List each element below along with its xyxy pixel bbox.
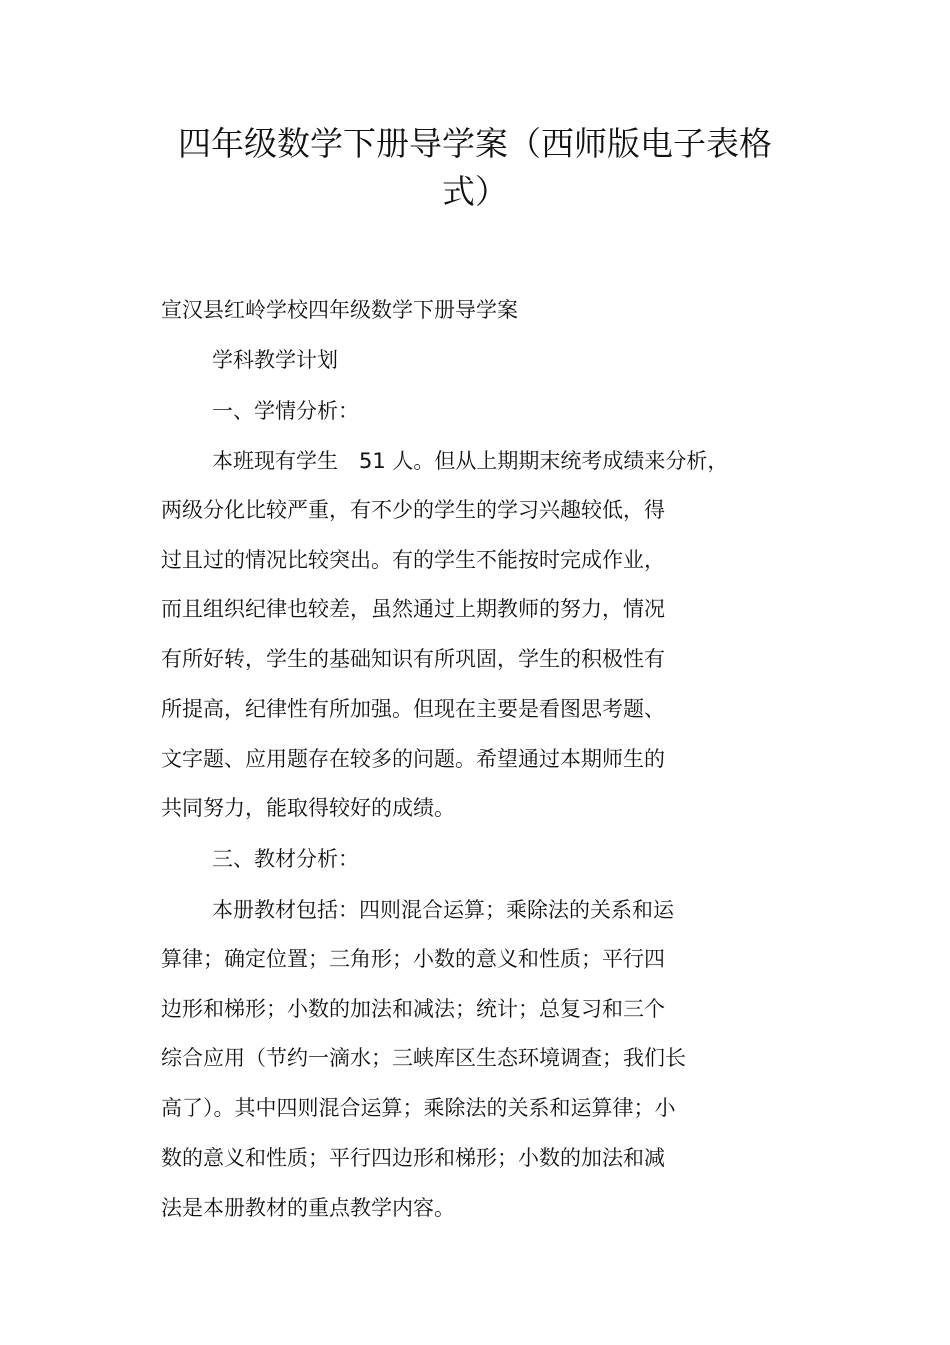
plan-heading: 学科教学计划: [212, 348, 338, 372]
section-1-paragraph-line: 本班现有学生 51 人。但从上期期末统考成绩来分析，: [212, 449, 729, 473]
section-1-paragraph-line: 过且过的情况比较突出。有的学生不能按时完成作业，: [161, 548, 665, 572]
document-title-line-2: 式）: [442, 172, 508, 211]
section-1-paragraph-line: 两级分化比较严重，有不少的学生的学习兴趣较低，得: [161, 498, 665, 522]
document-title-line-1: 四年级数学下册导学案（西师版电子表格: [178, 124, 772, 163]
section-3-paragraph-line: 法是本册教材的重点教学内容。: [161, 1196, 455, 1220]
section-3-heading: 三、教材分析：: [212, 847, 359, 871]
section-1-paragraph-line: 文字题、应用题存在较多的问题。希望通过本期师生的: [161, 747, 665, 771]
section-1-paragraph-line: 共同努力，能取得较好的成绩。: [161, 796, 455, 820]
section-1-paragraph-line: 所提高，纪律性有所加强。但现在主要是看图思考题、: [161, 697, 665, 721]
section-1-heading: 一、学情分析：: [212, 399, 359, 423]
section-1-paragraph-line: 而且组织纪律也较差，虽然通过上期教师的努力，情况: [161, 597, 665, 621]
section-3-paragraph-line: 数的意义和性质；平行四边形和梯形；小数的加法和减: [161, 1146, 665, 1170]
section-3-paragraph-line: 算律；确定位置；三角形；小数的意义和性质；平行四: [161, 947, 665, 971]
section-3-paragraph-line: 本册教材包括：四则混合运算；乘除法的关系和运: [212, 898, 674, 922]
section-3-paragraph-line: 高了）。其中四则混合运算；乘除法的关系和运算律；小: [161, 1096, 676, 1120]
section-3-paragraph-line: 综合应用（节约一滴水；三峡库区生态环境调查；我们长: [161, 1046, 686, 1070]
section-1-paragraph-line: 有所好转，学生的基础知识有所巩固，学生的积极性有: [161, 647, 665, 671]
section-3-paragraph-line: 边形和梯形；小数的加法和减法；统计；总复习和三个: [161, 997, 665, 1021]
school-heading: 宣汉县红岭学校四年级数学下册导学案: [161, 298, 518, 322]
